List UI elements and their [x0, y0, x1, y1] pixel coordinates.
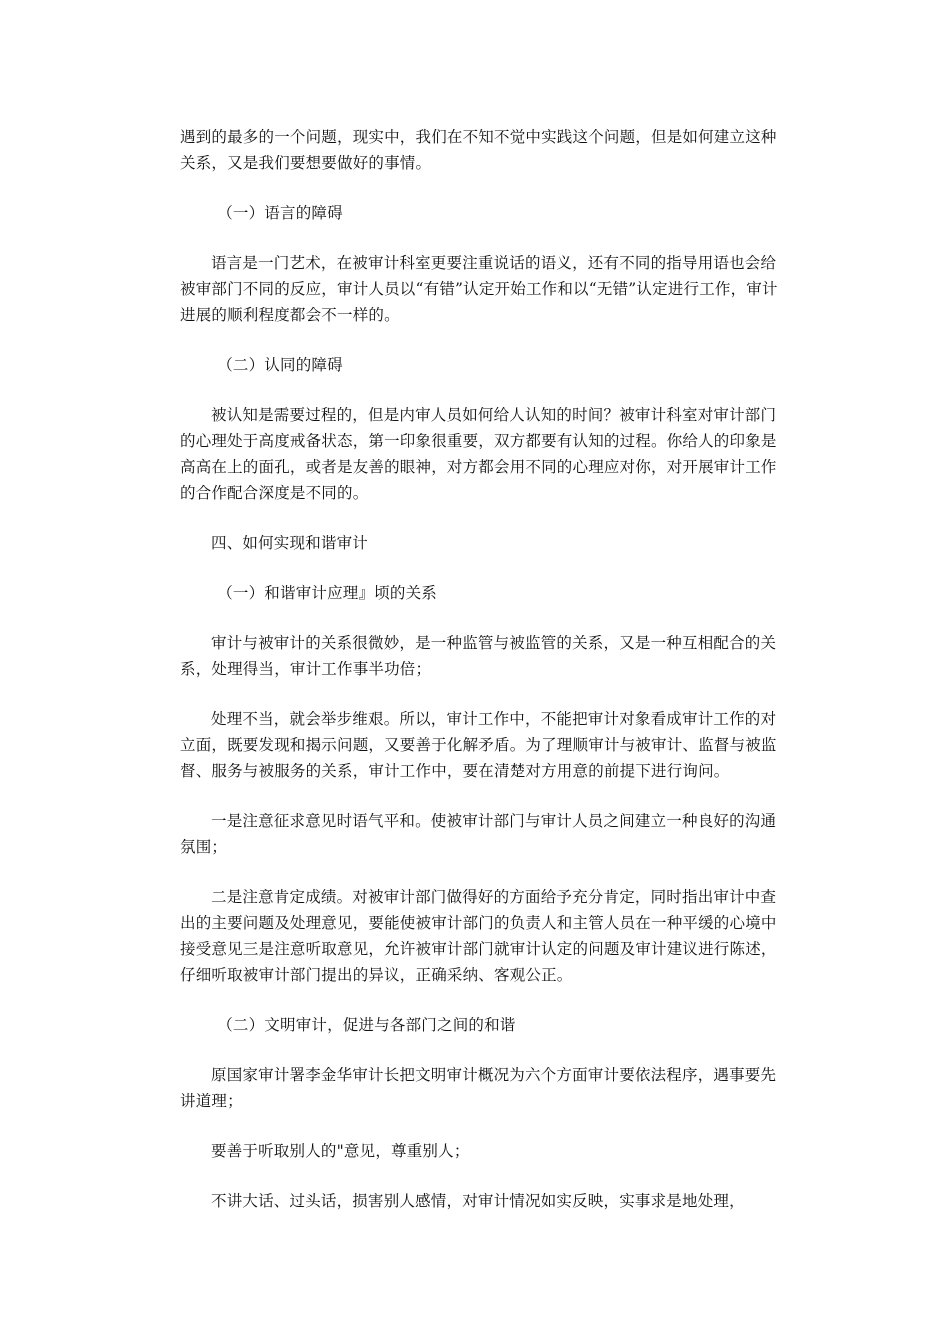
- section-heading: （一）语言的障碍: [217, 204, 343, 222]
- paragraph: 不讲大话、过头话，损害别人感情，对审计情况如实反映，实事求是地处理，: [211, 1192, 745, 1210]
- paragraph: 处理不当，就会举步维艰。所以，审计工作中，不能把审计对象看成审计工作的对立面，既要发现和揭示问题，又要善于化解矛盾。为了理顺审计与被审计、监督与被监督、服务与被服务的关系，审计工作中，要在清楚对方用意的前提下进行询问。: [180, 710, 777, 780]
- paragraph: 一是注意征求意见时语气平和。使被审计部门与审计人员之间建立一种良好的沟通氛围；: [180, 812, 777, 856]
- paragraph: 被认知是需要过程的，但是内审人员如何给人认知的时间？被审计科室对审计部门的心理处于高度戒备状态，第一印象很重要，双方都要有认知的过程。你给人的印象是高高在上的面孔，或者是友善的眼神，对方都会用不同的心理应对你，对开展审计工作的合作配合深度是不同的。: [180, 406, 777, 502]
- paragraph: 遇到的最多的一个问题，现实中，我们在不知不觉中实践这个问题，但是如何建立这种关系，又是我们要想要做好的事情。: [180, 128, 777, 172]
- document-body: [180, 124, 780, 1238]
- paragraph: 审计与被审计的关系很微妙，是一种监管与被监管的关系，又是一种互相配合的关系，处理得当，审计工作事半功倍；: [180, 634, 777, 678]
- section-heading: （一）和谐审计应理』顷的关系: [217, 584, 437, 602]
- paragraph: 语言是一门艺术，在被审计科室更要注重说话的语义，还有不同的指导用语也会给被审部门不同的反应，审计人员以“有错”认定开始工作和以“无错”认定进行工作，审计进展的顺利程度都会不一样的。: [180, 254, 778, 324]
- paragraph: 原国家审计署李金华审计长把文明审计概况为六个方面审计要依法程序，遇事要先讲道理；: [180, 1066, 777, 1110]
- chapter-heading: 四、如何实现和谐审计: [211, 534, 369, 552]
- section-heading: （二）文明审计，促进与各部门之间的和谐: [217, 1016, 516, 1034]
- paragraph: 要善于听取别人的"意见，尊重别人；: [211, 1142, 470, 1160]
- paragraph: 二是注意肯定成绩。对被审计部门做得好的方面给予充分肯定，同时指出审计中查出的主要问题及处理意见，要能使被审计部门的负责人和主管人员在一种平缓的心境中接受意见三是注意听取意见，允许被审计部门就审计认定的问题及审计建议进行陈述，仔细听取被审计部门提出的异议，正确采纳、客观公正。: [180, 888, 777, 984]
- section-heading: （二）认同的障碍: [217, 356, 343, 374]
